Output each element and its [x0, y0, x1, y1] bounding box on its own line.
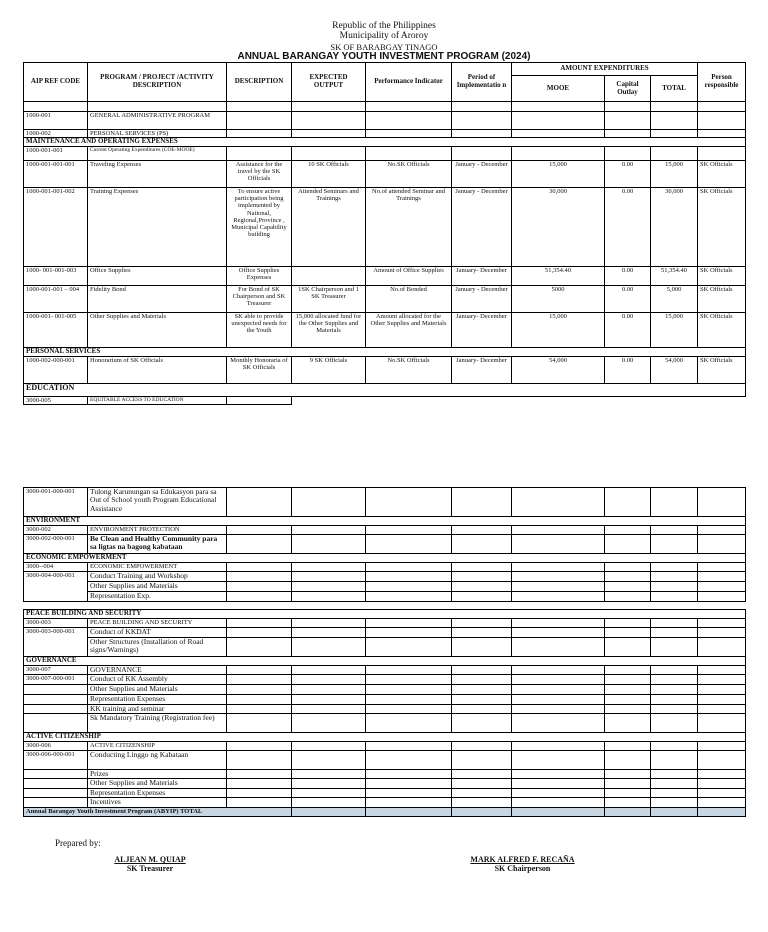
table-row — [24, 526, 746, 535]
treasurer-name: ALJEAN M. QUIAP — [114, 855, 186, 864]
cell-capital: 0.00 — [605, 267, 651, 286]
table-row — [24, 267, 746, 286]
document-title: ANNUAL BARANGAY YOUTH INVESTMENT PROGRAM (2024) — [237, 51, 531, 62]
cell-program: Incentives — [88, 798, 227, 807]
table-row — [24, 638, 746, 657]
table-row — [24, 572, 746, 582]
cell-code: 1000-001-001-002 — [24, 188, 88, 267]
table-row — [24, 130, 746, 138]
cell-code: 3000-004-000-001 — [24, 572, 88, 602]
cell-code: 1000-002 — [24, 130, 88, 138]
col-performance-indicator: Performance Indicator — [366, 63, 452, 102]
col-program: PROGRAM / PROJECT /ACTIVITY DESCRIPTION — [88, 63, 227, 102]
table-row — [24, 713, 746, 732]
cell-indicator: Amount of Office Supplies — [366, 267, 452, 286]
total-label: Annual Barangay Youth Investment Program (ABYIP) TOTAL — [24, 807, 292, 816]
cell-person: SK Officials — [698, 313, 746, 348]
cell-description: For Bond of SK Chairperson and SK Treasurer — [227, 286, 292, 313]
cell-program: GENERAL ADMINISTRATIVE PROGRAM — [88, 112, 227, 130]
cell-program: Conduct of KK Assembly — [88, 675, 227, 685]
cell-program: Other Supplies and Materials — [88, 779, 227, 789]
cell-code: 1000-001-001 — [24, 147, 88, 161]
signatory-chairperson — [460, 855, 585, 873]
cell-program: GOVERNANCE — [88, 666, 227, 675]
cell-program: Sk Mandatory Training (Registration fee) — [88, 713, 227, 732]
cell-code: 1000-001 — [24, 112, 88, 130]
cell-mooe: 51,354.40 — [512, 267, 605, 286]
cell-program: Other Supplies and Materials — [88, 685, 227, 695]
table-row — [24, 397, 746, 405]
prepared-by-label: Prepared by: — [55, 838, 101, 848]
abyip-table-page1 — [23, 62, 746, 405]
section-governance: GOVERNANCE — [24, 657, 746, 666]
cell-capital: 0.00 — [605, 286, 651, 313]
table-row — [24, 619, 746, 628]
cell-code: 3000-003-000-001 — [24, 628, 88, 657]
col-description: DESCRIPTION — [227, 63, 292, 102]
col-expected-output: EXPECTED OUTPUT — [292, 63, 366, 102]
section-active-citizenship: ACTIVE CITIZENSHIP — [24, 732, 746, 741]
cell-program: ACTIVE CITIZENSHIP — [88, 741, 227, 750]
table-row — [24, 685, 746, 695]
cell-person: SK Officials — [698, 267, 746, 286]
cell-code: 3000-006 — [24, 741, 88, 750]
abyip-table-page2 — [23, 487, 746, 817]
col-person-responsible: Person responsible — [698, 63, 746, 102]
cell-total: 5,000 — [651, 286, 698, 313]
cell-program: Office Supplies — [88, 267, 227, 286]
cell-total: 30,000 — [651, 188, 698, 267]
cell-expected-output: 15,000 allocated fund for the Other Supplies and Materials — [292, 313, 366, 348]
cell-program: PEACE BUILDING AND SECURITY — [88, 619, 227, 628]
cell-description: Monthly Honoraria of SK Officials — [227, 357, 292, 384]
cell-program: Tulong Karunungan sa Edukasyon para sa Out of School youth Program Educational Assistance — [88, 488, 227, 517]
cell-code: 1000- 001-001-003 — [24, 267, 88, 286]
cell-capital: 0.00 — [605, 357, 651, 384]
cell-code: 3000-006-000-001 — [24, 750, 88, 769]
cell-code: 3000-003 — [24, 619, 88, 628]
table-row — [24, 741, 746, 750]
col-aip-ref-code: AIP REF CODE — [24, 63, 88, 102]
cell-code: 3000-007 — [24, 666, 88, 675]
table-row — [24, 147, 746, 161]
cell-indicator: Amount allocated for the Other Supplies and Materials — [366, 313, 452, 348]
header-barangay: SK OF BARABGAY TINAGO — [330, 42, 438, 52]
cell-code: 3000-002 — [24, 526, 88, 535]
cell-mooe: 15,000 — [512, 313, 605, 348]
table-row — [24, 188, 746, 267]
cell-indicator: No.SK Officials — [366, 357, 452, 384]
cell-code: 3000--004 — [24, 563, 88, 572]
cell-program: Be Clean and Healthy Community para sa ligtas na bagong kabataan — [88, 535, 227, 554]
cell-person: SK Officials — [698, 357, 746, 384]
col-period: Period of Implementatio n — [452, 63, 512, 102]
cell-description: Assistance for the travel by the SK Officials — [227, 161, 292, 188]
cell-expected-output: 1SK Chairperson and 1 SK Treasurer — [292, 286, 366, 313]
cell-code: 3000-005 — [24, 397, 88, 405]
cell-total: 15,000 — [651, 313, 698, 348]
cell-program: ENVIRONMENT PROTECTION — [88, 526, 227, 535]
cell-period: January - December — [452, 161, 512, 188]
cell-mooe: 30,000 — [512, 188, 605, 267]
col-amount-expenditures: AMOUNT EXPENDITURES — [512, 63, 698, 76]
cell-program: Other Supplies and Materials — [88, 582, 227, 592]
table-row — [24, 666, 746, 675]
table-row — [24, 779, 746, 789]
header-republic: Republic of the Philippines — [332, 21, 436, 31]
table-row — [24, 789, 746, 798]
col-capital-outlay: Capital Outlay — [605, 76, 651, 102]
section-economic-empowerment: ECONOMIC EMPOWERMENT — [24, 554, 746, 563]
col-mooe: MOOE — [512, 76, 605, 102]
cell-program: KK training and seminar — [88, 704, 227, 713]
cell-description: To ensure active participation being implemented by National, Regional,Province , Municipal Capability building — [227, 188, 292, 267]
table-row — [24, 582, 746, 592]
cell-mooe: 54,000 — [512, 357, 605, 384]
cell-program: EQUITABLE ACCESS TO EDUCATION — [88, 397, 227, 405]
total-row — [24, 807, 746, 816]
cell-code: 1000-001-001 – 004 — [24, 286, 88, 313]
section-education: EDUCATION — [24, 384, 746, 397]
cell-program: Other Supplies and Materials — [88, 313, 227, 348]
table-row — [24, 313, 746, 348]
cell-person: SK Officials — [698, 188, 746, 267]
signatory-treasurer — [100, 855, 200, 873]
cell-mooe: 5000 — [512, 286, 605, 313]
table-row — [24, 592, 746, 602]
cell-code: 1000-001-001-001 — [24, 161, 88, 188]
cell-program: Representation Expenses — [88, 695, 227, 704]
table-row — [24, 704, 746, 713]
cell-program: Conducting Linggo ng Kabataan — [88, 750, 227, 769]
table-row — [24, 675, 746, 685]
cell-indicator: No.of Bonded — [366, 286, 452, 313]
cell-code: 1000-002-000-001 — [24, 357, 88, 384]
cell-description: SK able to provide unexpected needs for the Youth — [227, 313, 292, 348]
cell-person: SK Officials — [698, 161, 746, 188]
cell-expected-output — [292, 267, 366, 286]
section-personal-services: PERSONAL SERVICES — [24, 348, 746, 357]
cell-expected-output: 10 SK Officials — [292, 161, 366, 188]
table-row — [24, 628, 746, 638]
cell-description: Office Supplies Expenses — [227, 267, 292, 286]
cell-program: Conduct Training and Workshop — [88, 572, 227, 582]
cell-program: Representation Exp. — [88, 592, 227, 602]
cell-total: 51,354.40 — [651, 267, 698, 286]
cell-program: PERSONAL SERVICES (PS) — [88, 130, 227, 138]
cell-period: January- December — [452, 267, 512, 286]
cell-indicator: No.SK Officials — [366, 161, 452, 188]
cell-period: January - December — [452, 188, 512, 267]
cell-capital: 0.00 — [605, 313, 651, 348]
cell-program: Other Structures (Installation of Road signs/Warnings) — [88, 638, 227, 657]
cell-program: Representation Expenses — [88, 789, 227, 798]
section-mooe: MAINTENANCE AND OPERATING EXPENSES — [24, 138, 746, 147]
table-row — [24, 357, 746, 384]
section-peace-building: PEACE BUILDING AND SECURITY — [24, 610, 746, 619]
cell-period: January- December — [452, 313, 512, 348]
cell-expected-output: Attended Seminars and Trainings — [292, 188, 366, 267]
chairperson-name: MARK ALFRED F. RECAÑA — [470, 855, 575, 864]
cell-program: Current Operating Expenditures (COE-MOOE) — [88, 147, 227, 161]
cell-program: Honorarium of SK Officials — [88, 357, 227, 384]
table-row — [24, 769, 746, 778]
cell-indicator: No.of attended Seminar and Trainings — [366, 188, 452, 267]
section-environment: ENVIRONMENT — [24, 517, 746, 526]
cell-expected-output: 9 SK Officials — [292, 357, 366, 384]
table-row — [24, 750, 746, 769]
table-row — [24, 161, 746, 188]
table-row — [24, 695, 746, 704]
cell-code: 3000-007-000-001 — [24, 675, 88, 685]
cell-program: Fidelity Bond — [88, 286, 227, 313]
cell-code: 3000-002-000-001 — [24, 535, 88, 554]
cell-mooe: 15,000 — [512, 161, 605, 188]
table-row — [24, 535, 746, 554]
cell-program: Traveling Expenses — [88, 161, 227, 188]
cell-period: January- December — [452, 357, 512, 384]
table-row — [24, 563, 746, 572]
col-total: TOTAL — [651, 76, 698, 102]
cell-program: Prizes — [88, 769, 227, 778]
cell-code: 3000-001-000-001 — [24, 488, 88, 517]
cell-total: 54,000 — [651, 357, 698, 384]
cell-program: ECONOMIC EMPOWERMENT — [88, 563, 227, 572]
header-municipality: Municipality of Aroroy — [339, 31, 429, 41]
cell-capital: 0.00 — [605, 161, 651, 188]
chairperson-role: SK Chairperson — [494, 864, 551, 873]
cell-total: 15,000 — [651, 161, 698, 188]
table-row — [24, 488, 746, 517]
cell-capital: 0.00 — [605, 188, 651, 267]
treasurer-role: SK Treasurer — [126, 864, 174, 873]
cell-period: January - December — [452, 286, 512, 313]
cell-program: Conduct of KKDAT — [88, 628, 227, 638]
table-row — [24, 286, 746, 313]
cell-person: SK Officials — [698, 286, 746, 313]
table-row — [24, 112, 746, 130]
cell-code: 1000-001- 001-005 — [24, 313, 88, 348]
cell-program: Training Expenses — [88, 188, 227, 267]
table-row — [24, 798, 746, 807]
